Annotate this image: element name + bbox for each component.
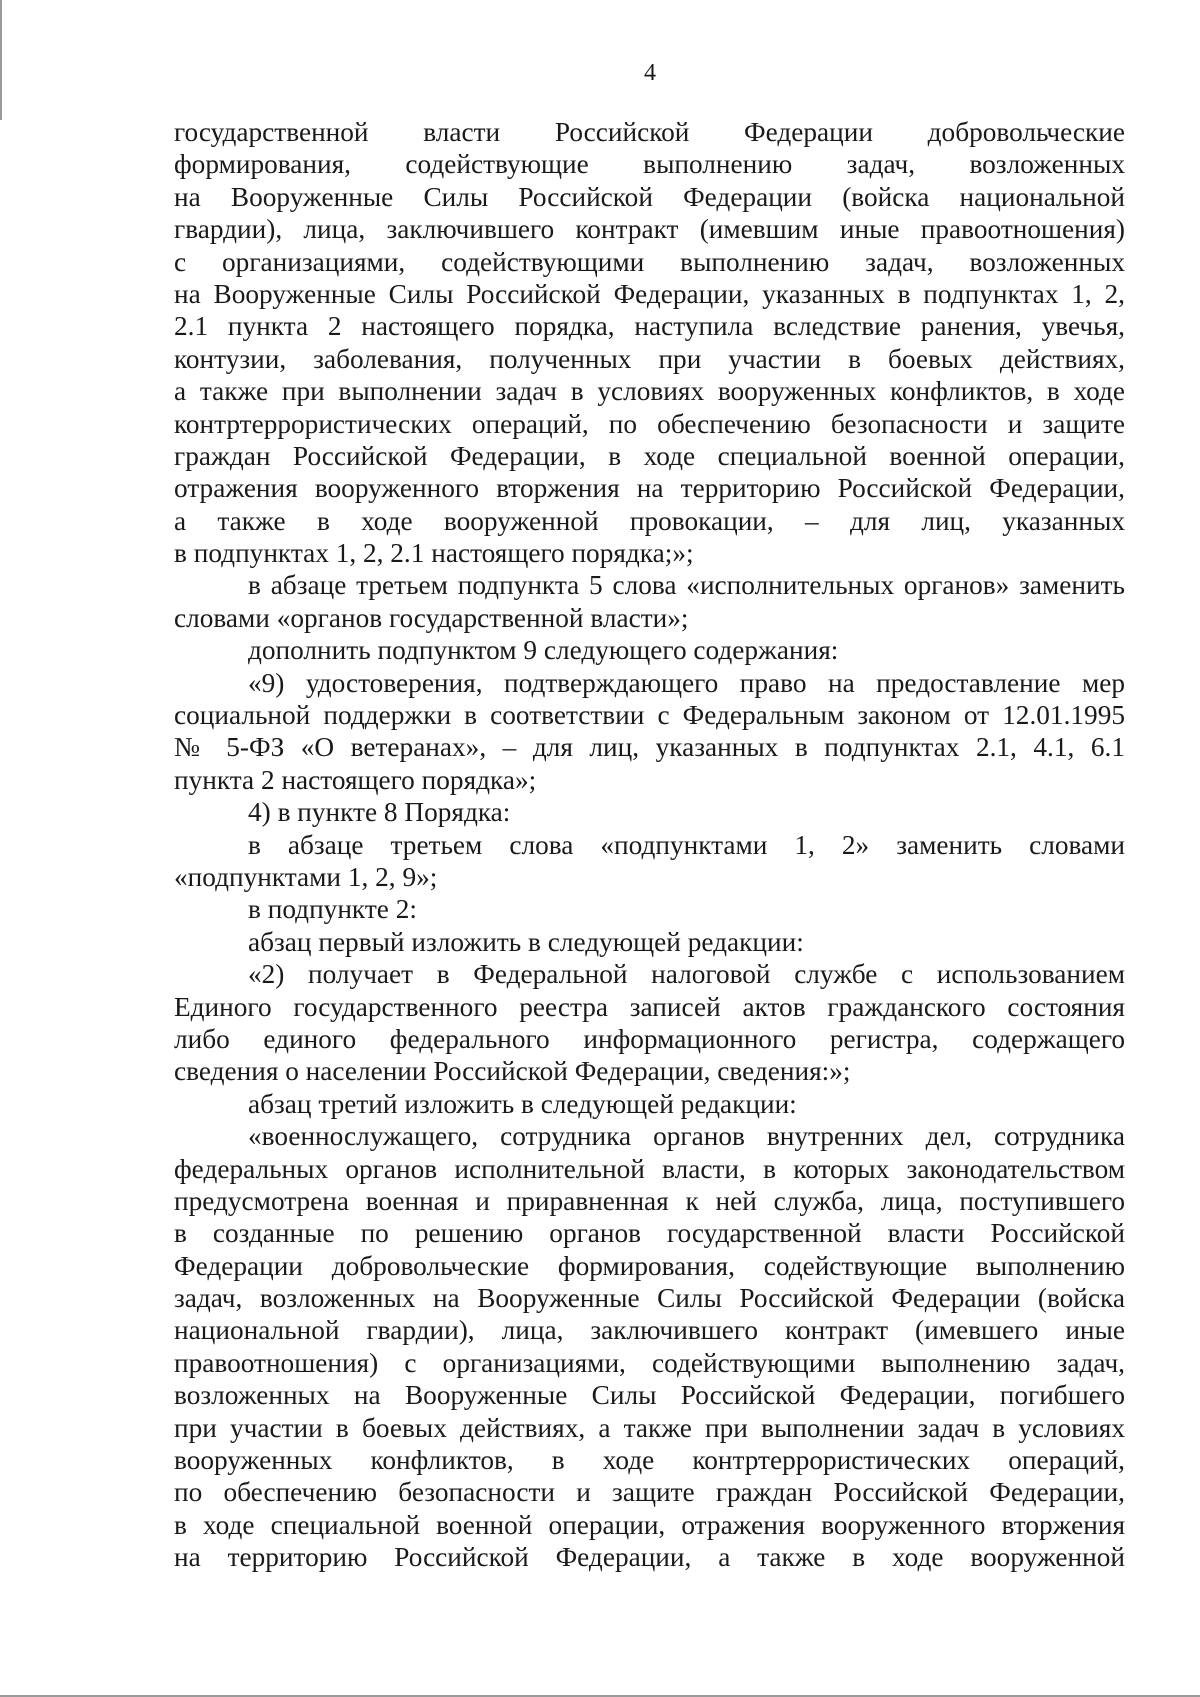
text-line: «подпунктами 1, 2, 9»; [174,861,438,892]
text-line: в абзаце третьем подпункта 5 слова «исполнительных органов» заменить [248,570,1125,601]
text-line: Единого государственного реестра записей актов гражданского состояния [174,991,1125,1022]
text-line: а также в ходе вооруженной провокации, – для лиц, указанных [174,505,1125,536]
text-line: пункта 2 настоящего порядка»; [174,764,537,795]
text-line: абзац третий изложить в следующей редакции: [248,1088,797,1119]
text-line: на Вооруженные Силы Российской Федерации (войска национальной [174,181,1125,212]
text-line: формирования, содействующие выполнению задач, возложенных [174,149,1125,180]
text-line: на Вооруженные Силы Российской Федерации, указанных в подпунктах 1, 2, [174,278,1125,309]
text-line: задач, возложенных на Вооруженные Силы Российской Федерации (войска [174,1283,1125,1314]
text-line: № 5-ФЗ «О ветеранах», – для лиц, указанных в подпунктах 2.1, 4.1, 6.1 [174,732,1125,763]
text-line: национальной гвардии), лица, заключившего контракт (имевшего иные [174,1315,1125,1346]
text-line: словами «органов государственной власти»; [174,602,689,633]
text-line: контузии, заболевания, полученных при участии в боевых действиях, [174,343,1125,374]
text-line: социальной поддержки в соответствии с Федеральным законом от 12.01.1995 [174,700,1125,731]
text-line: в абзаце третьем слова «подпунктами 1, 2» заменить словами [248,829,1125,860]
text-line: граждан Российской Федерации, в ходе специальной военной операции, [174,440,1125,471]
text-line: Федерации добровольческие формирования, содействующие выполнению [174,1250,1125,1281]
text-line: федеральных органов исполнительной власти, в которых законодательством [174,1153,1125,1184]
text-line: сведения о населении Российской Федерации, сведения:»; [174,1056,851,1087]
text-line: 2.1 пункта 2 настоящего порядка, наступила вследствие ранения, увечья, [174,311,1125,342]
text-line: вооруженных конфликтов, в ходе контртеррористических операций, [174,1445,1125,1476]
text-line: государственной власти Российской Федерации добровольческие [174,117,1125,147]
text-line: в ходе специальной военной операции, отражения вооруженного вторжения [174,1509,1125,1540]
text-line: возложенных на Вооруженные Силы Российской Федерации, погибшего [174,1380,1125,1411]
text-line: предусмотрена военная и приравненная к ней служба, лица, поступившего [174,1185,1125,1216]
text-line: на территорию Российской Федерации, а также в ходе вооруженной [174,1542,1125,1573]
text-line: в подпункте 2: [248,894,417,925]
text-line: «9) удостоверения, подтверждающего право на предоставление мер [248,667,1125,698]
text-line: отражения вооруженного вторжения на территорию Российской Федерации, [174,473,1125,504]
text-line: гвардии), лица, заключившего контракт (имевшим иные правоотношения) [174,214,1125,245]
text-line: 4) в пункте 8 Порядка: [248,797,511,828]
document-body [174,116,1125,1574]
text-line: по обеспечению безопасности и защите граждан Российской Федерации, [174,1477,1125,1508]
text-line: при участии в боевых действиях, а также при выполнении задач в условиях [174,1412,1125,1443]
text-line: либо единого федерального информационного регистра, содержащего [174,1023,1125,1054]
text-line: «военнослужащего, сотрудника органов внутренних дел, сотрудника [248,1121,1125,1152]
text-line: абзац первый изложить в следующей редакции: [248,926,804,957]
text-line: с организациями, содействующими выполнению задач, возложенных [174,246,1125,277]
text-line: в созданные по решению органов государственной власти Российской [174,1218,1125,1249]
text-line: контртеррористических операций, по обеспечению безопасности и защите [174,408,1125,439]
text-line: а также при выполнении задач в условиях вооруженных конфликтов, в ходе [174,376,1125,407]
text-line: «2) получает в Федеральной налоговой службе с использованием [248,959,1125,990]
page-number: 4 [644,60,656,86]
text-line: правоотношения) с организациями, содействующими выполнению задач, [174,1347,1125,1378]
text-line: в подпунктах 1, 2, 2.1 настоящего порядка;»; [174,538,694,569]
text-line: дополнить подпунктом 9 следующего содержания: [248,635,839,666]
